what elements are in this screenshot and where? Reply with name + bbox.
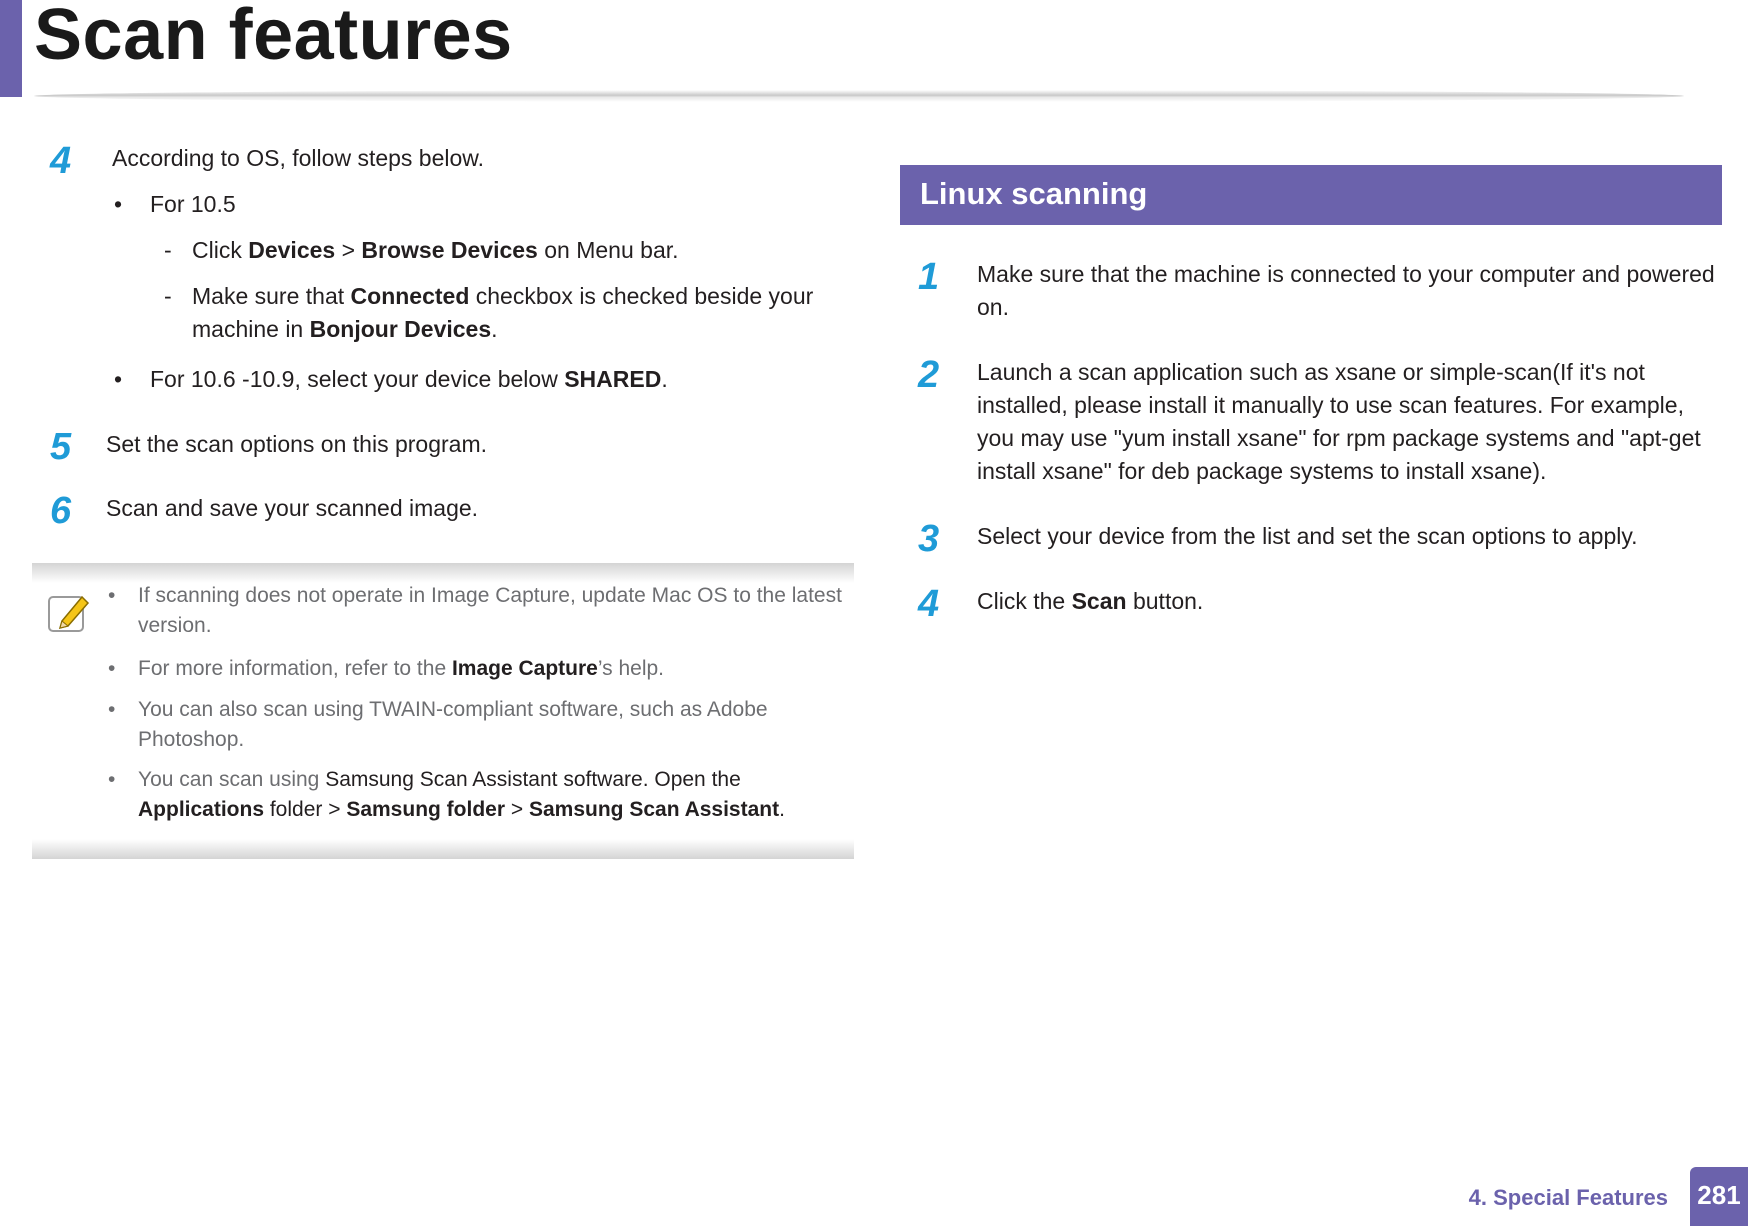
step-3-select-device [918, 520, 1726, 558]
step-text: Scan and save your scanned image. [106, 495, 479, 521]
page-title: Scan features [34, 0, 513, 75]
step-5-set-options [50, 428, 840, 466]
title-divider [34, 90, 1684, 102]
step-1-machine-connected [918, 258, 1726, 324]
section-header-linux-scanning [900, 165, 1722, 225]
section-title: Linux scanning [920, 176, 1148, 211]
note-item-image-capture-help: • For more information, refer to the Image Capture’s help. [108, 657, 665, 680]
step-text: Click the Scan button. [977, 588, 1204, 614]
step-number: 4 [918, 583, 940, 625]
step-number: 4 [50, 140, 72, 182]
note-box [32, 563, 854, 859]
step-text: Select your device from the list and set the scan options to apply. [977, 523, 1638, 549]
note-item-twain-software: • You can also scan using TWAIN-compliant software, such as Adobe Photoshop. [108, 698, 768, 751]
pencil-note-icon [46, 591, 92, 637]
note-item-samsung-scan-assistant: • You can scan using Samsung Scan Assistant software. Open the Applications folder > Samsung folder > Samsung Scan Assistant. [108, 768, 785, 821]
dash-item-click-devices: - Click Devices > Browse Devices on Menu bar. [164, 237, 679, 263]
step-number: 5 [50, 426, 72, 468]
step-text: According to OS, follow steps below. [112, 145, 485, 171]
step-number: 6 [50, 490, 72, 532]
step-2-launch-scan-app [918, 356, 1726, 488]
note-item-update-mac-os: • If scanning does not operate in Image Capture, update Mac OS to the latest version. [108, 584, 842, 637]
note-top-rule [32, 563, 854, 583]
bullet-item-10-5: • For 10.5 [114, 191, 236, 217]
dash-item-connected-checkbox: - Make sure that Connected checkbox is checked beside your machine in Bonjour Devices. [164, 283, 814, 342]
step-text: Set the scan options on this program. [106, 431, 487, 457]
step-4-click-scan [918, 585, 1726, 623]
step-text: Launch a scan application such as xsane or simple-scan(If it's not installed, please install it manually to use scan features. For example, you may use "yum install xsane" for rpm package systems and "apt-get install xsane" for deb package systems to install xsane). [977, 359, 1701, 484]
footer-chapter: 4. Special Features [1468, 1185, 1668, 1210]
step-number: 3 [918, 518, 940, 560]
note-bottom-rule [32, 839, 854, 859]
step-number: 1 [918, 256, 940, 298]
page-number: 281 [1690, 1167, 1748, 1226]
step-text: Make sure that the machine is connected to your computer and powered on. [977, 261, 1715, 320]
step-6-scan-save [50, 492, 840, 530]
bullet-item-10-6-10-9: • For 10.6 -10.9, select your device below SHARED. [114, 366, 668, 392]
step-4-according-to-os [50, 142, 840, 180]
step-number: 2 [918, 354, 940, 396]
title-accent-bar [0, 0, 22, 97]
